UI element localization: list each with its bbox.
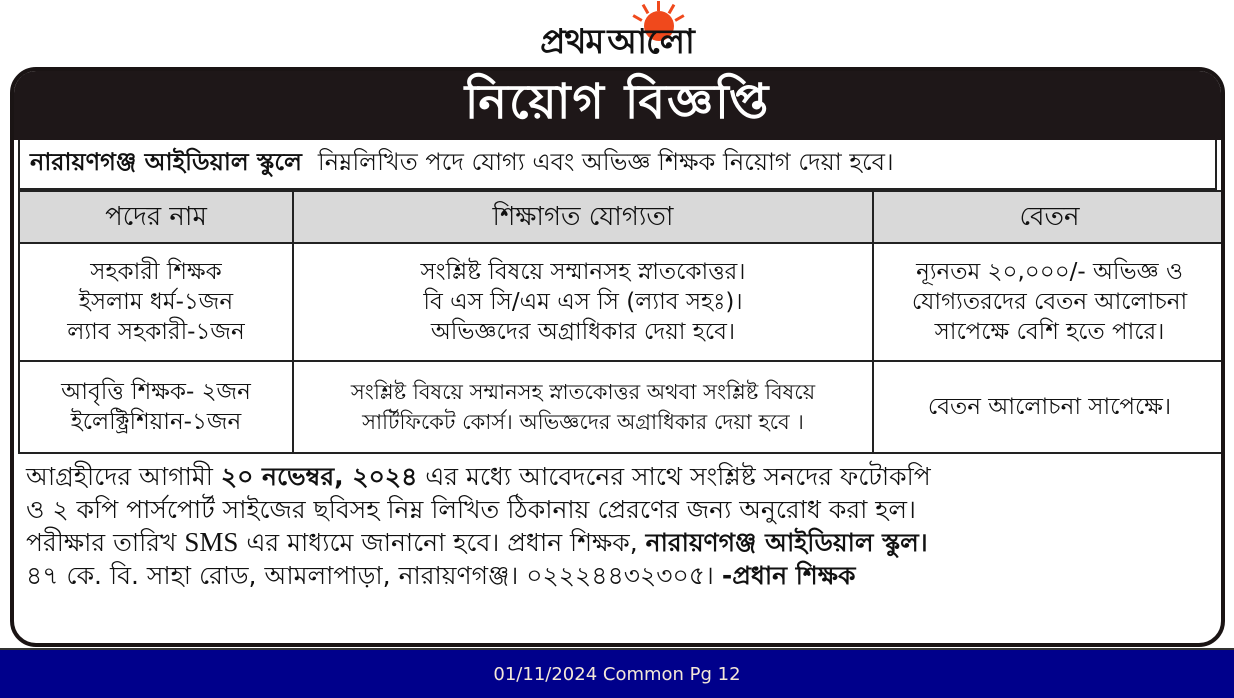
post-line: ইসলাম ধর্ম-১জন	[78, 289, 234, 315]
qualification-line: অভিজ্ঞদের অগ্রাধিকার দেয়া হবে।	[430, 319, 736, 345]
table-header-row	[19, 191, 1225, 243]
instruction-text: এর মাধ্যমে জানানো হবে। প্রধান শিক্ষক,	[238, 528, 646, 557]
logo-word-prothom: প্রথম	[540, 22, 604, 62]
newspaper-masthead	[0, 0, 1234, 62]
sun-ray-icon	[668, 4, 676, 14]
intro-text: নিম্নলিখিত পদে যোগ্য এবং অভিজ্ঞ শিক্ষক নিয়োগ দেয়া হবে।	[317, 148, 894, 176]
instruction-text: পরীক্ষার তারিখ	[26, 528, 185, 557]
salary-line: যোগ্যতরদের বেতন আলোচনা	[911, 289, 1188, 315]
job-advertisement	[10, 67, 1225, 647]
qualification-line: বি এস সি/এম এস সি (ল্যাব সহঃ)।	[423, 289, 743, 315]
sun-ray-icon	[642, 4, 650, 14]
school-name: নারায়ণগঞ্জ আইডিয়াল স্কুলে	[30, 148, 302, 176]
table-row	[19, 243, 1225, 361]
post-line: আবৃত্তি শিক্ষক- ২জন	[61, 379, 251, 405]
salary-line: ন্যূনতম ২০,০০০/- অভিজ্ঞ ও	[916, 259, 1183, 285]
salary-cell	[873, 361, 1225, 453]
qualification-cell	[293, 243, 873, 361]
post-line: ল্যাব সহকারী-১জন	[67, 319, 245, 345]
positions-table	[18, 190, 1225, 454]
caption-bar	[0, 648, 1234, 698]
intro-line	[18, 140, 1217, 190]
application-deadline: ২০ নভেম্বর, ২০২৪	[220, 462, 418, 491]
logo-word-alo: আলো	[607, 22, 694, 62]
sun-ray-icon	[633, 14, 643, 22]
qualification-line: সংশ্লিষ্ট বিষয়ে সম্মানসহ স্নাতকোত্তর অথবা সংশ্লিষ্ট বিষয়ে	[350, 380, 816, 404]
header-qualification: শিক্ষাগত যোগ্যতা	[293, 191, 873, 243]
post-cell	[19, 243, 293, 361]
address-signature-line	[26, 559, 1209, 592]
salary-line: সাপেক্ষে বেশি হতে পারে।	[934, 319, 1165, 345]
school-address: ৪৭ কে. বি. সাহা রোড, আমলাপাড়া, নারায়ণগঞ্জ। ০২২২৪৪৩২৩০৫।	[26, 561, 714, 590]
publication-caption: 01/11/2024 Common Pg 12	[493, 663, 741, 685]
qualification-cell	[293, 361, 873, 453]
qualification-line: সার্টিফিকেট কোর্স। অভিজ্ঞদের অগ্রাধিকার দেয়া হবে ।	[362, 410, 804, 434]
prothom-alo-logo	[540, 3, 694, 62]
school-name-footer: নারায়ণগঞ্জ আইডিয়াল স্কুল।	[645, 528, 928, 557]
salary-line: বেতন আলোচনা সাপেক্ষে।	[927, 394, 1172, 420]
application-instructions	[14, 454, 1221, 592]
instruction-text: এর মধ্যে আবেদনের সাথে সংশ্লিষ্ট সনদের ফটোকপি	[417, 462, 931, 491]
instruction-line-2: ও ২ কপি পার্সপোর্ট সাইজের ছবিসহ নিম্ন লিখিত ঠিকানায় প্রেরণের জন্য অনুরোধ করা হল।	[26, 495, 916, 524]
instruction-text: আগ্রহীদের আগামী	[26, 462, 221, 491]
qualification-line: সংশ্লিষ্ট বিষয়ে সম্মানসহ স্নাতকোত্তর।	[420, 259, 746, 285]
ad-title: নিয়োগ বিজ্ঞপ্তি	[464, 74, 771, 130]
table-row	[19, 361, 1225, 453]
post-line: সহকারী শিক্ষক	[90, 259, 222, 285]
sun-ray-icon	[657, 1, 660, 11]
header-post-name: পদের নাম	[19, 191, 293, 243]
sms-label: SMS	[184, 527, 239, 557]
header-salary: বেতন	[873, 191, 1225, 243]
salary-cell	[873, 243, 1225, 361]
sun-ray-icon	[675, 14, 685, 22]
instruction-line-1	[26, 460, 1209, 493]
instruction-line-3	[26, 526, 1209, 559]
post-line: ইলেক্ট্রিশিয়ান-১জন	[70, 409, 242, 435]
signature: -প্রধান শিক্ষক	[721, 561, 856, 590]
post-cell	[19, 361, 293, 453]
title-band	[14, 71, 1221, 140]
